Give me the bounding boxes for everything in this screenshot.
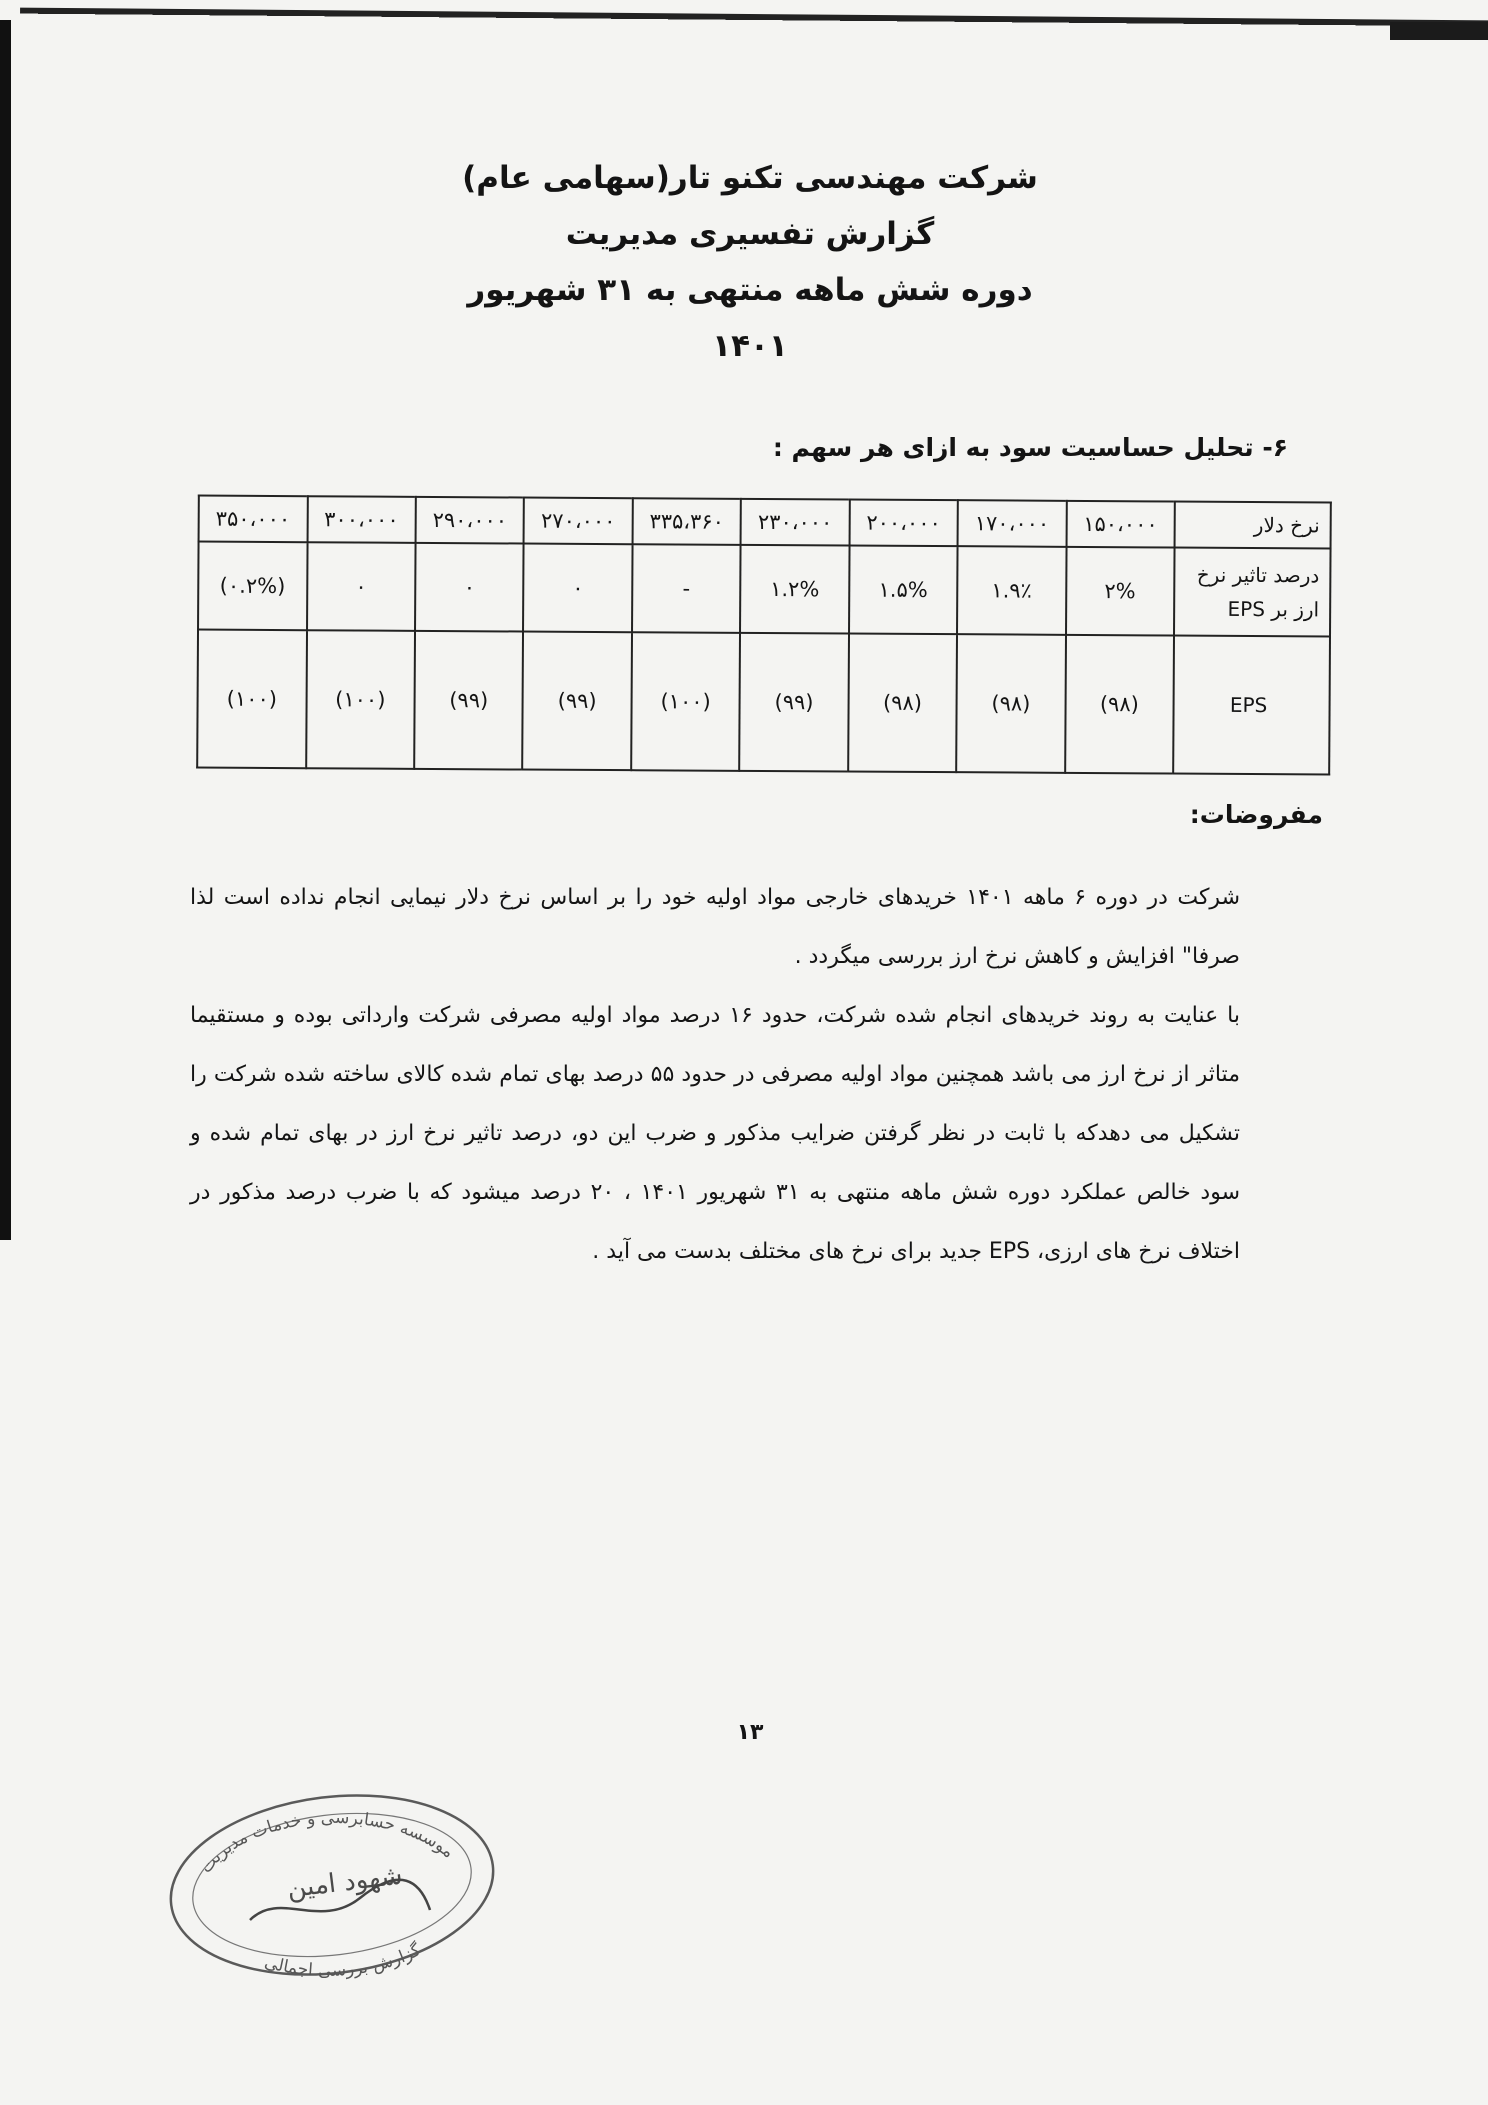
eps-cell: (۱۰۰) xyxy=(306,630,415,769)
report-title: گزارش تفسیری مدیریت xyxy=(565,216,935,252)
company-name: شرکت مهندسی تکنو تار(سهامی عام) xyxy=(462,160,1038,196)
rate-cell: ۳۳۵،۳۶۰ xyxy=(632,498,741,545)
rate-cell: ۳۰۰،۰۰۰ xyxy=(307,496,416,543)
page-number: ۱۳ xyxy=(736,1720,764,1745)
impact-cell: ۰ xyxy=(523,544,632,633)
row-label-eps: EPS xyxy=(1173,636,1330,775)
eps-cell: (۱۰۰) xyxy=(197,630,306,769)
impact-cell: ۱.۵% xyxy=(849,546,958,635)
impact-cell: (۰.۲%) xyxy=(198,542,307,631)
rate-cell: ۱۷۰،۰۰۰ xyxy=(958,500,1067,547)
row-label-impact xyxy=(1174,548,1331,637)
impact-cell: ۱.۹٪ xyxy=(957,546,1066,635)
impact-cell: ۱.۲% xyxy=(740,545,849,634)
eps-cell: (۹۸) xyxy=(848,634,957,773)
report-period: دوره شش ماهه منتهی به ۳۱ شهریور ۱۴۰۱ xyxy=(467,272,1033,364)
impact-cell: ۰ xyxy=(307,542,416,631)
stamp-text-top: موسسه حسابرسی و خدمات مدیریت xyxy=(196,1807,458,1878)
eps-cell: (۹۹) xyxy=(414,631,523,770)
eps-cell: (۹۸) xyxy=(956,634,1065,773)
assumption-paragraph-1: شرکت در دوره ۶ ماهه ۱۴۰۱ خریدهای خارجی مواد اولیه خود را بر اساس نرخ دلار نیمایی انجام نداده است لذا صرفا" افزایش و کاهش نرخ ارز بررسی میگردد . xyxy=(190,885,1240,969)
eps-cell: (۹۸) xyxy=(1065,635,1174,774)
stamp-text-center: شهود امین xyxy=(285,1860,405,1905)
assumption-paragraph-2: با عنایت به روند خریدهای انجام شده شرکت، حدود ۱۶ درصد مواد اولیه مصرفی شرکت وارداتی بوده و مستقیما متاثر از نرخ ارز می باشد همچنین مواد اولیه مصرفی در حدود ۵۵ درصد بهای تمام شده کالای ساخته شده شرکت را تشکیل می دهدکه با ثابت در نظر گرفتن ضرایب مذکور و ضرب این دو، درصد تاثیر نرخ ارز در بهای تمام شده و سود خالص عملکرد دوره شش ماهه منتهی به ۳۱ شهریور ۱۴۰۱ ، ۲۰ درصد میشود که با ضرب درصد مذکور در اختلاف نرخ های ارزی، EPS جدید برای نرخ های مختلف بدست می آید . xyxy=(190,1003,1241,1264)
auditor-stamp xyxy=(160,1780,505,1980)
impact-cell: - xyxy=(632,544,741,633)
scan-edge-corner xyxy=(1390,22,1488,40)
row-label-impact-line1: درصد تاثیر نرخ xyxy=(1196,562,1320,588)
rate-cell: ۲۷۰،۰۰۰ xyxy=(524,498,633,545)
impact-cell: ۰ xyxy=(415,543,524,632)
document-header xyxy=(430,150,1070,374)
assumptions-text xyxy=(190,868,1240,1281)
table-row-impact xyxy=(198,542,1331,637)
table-row-rates xyxy=(199,496,1331,549)
table-row-eps xyxy=(197,630,1330,775)
rate-cell: ۲۳۰،۰۰۰ xyxy=(741,499,850,546)
svg-text:گزارش بررسی اجمالی xyxy=(262,1939,425,1980)
eps-cell: (۱۰۰) xyxy=(631,632,740,771)
section-title: ۶- تحلیل حساسیت سود به ازای هر سهم : xyxy=(772,433,1288,462)
eps-cell: (۹۹) xyxy=(739,633,848,772)
assumptions-title: مفروضات: xyxy=(1189,800,1323,829)
row-label-rate: نرخ دلار xyxy=(1175,502,1331,549)
rate-cell: ۳۵۰،۰۰۰ xyxy=(199,496,308,543)
svg-text:موسسه حسابرسی و خدمات مدیریت xyxy=(196,1808,458,1877)
rate-cell: ۲۰۰،۰۰۰ xyxy=(849,500,958,547)
stamp-text-bottom: گزارش بررسی اجمالی xyxy=(262,1940,425,1980)
scan-edge-top xyxy=(20,8,1488,35)
scan-edge-left xyxy=(0,20,16,1240)
eps-cell: (۹۹) xyxy=(523,632,632,771)
row-label-impact-line2: ارز بر EPS xyxy=(1227,596,1320,622)
sensitivity-table xyxy=(196,495,1332,776)
rate-cell: ۲۹۰،۰۰۰ xyxy=(415,497,524,544)
impact-cell: ۲% xyxy=(1066,547,1175,636)
rate-cell: ۱۵۰،۰۰۰ xyxy=(1066,501,1175,548)
